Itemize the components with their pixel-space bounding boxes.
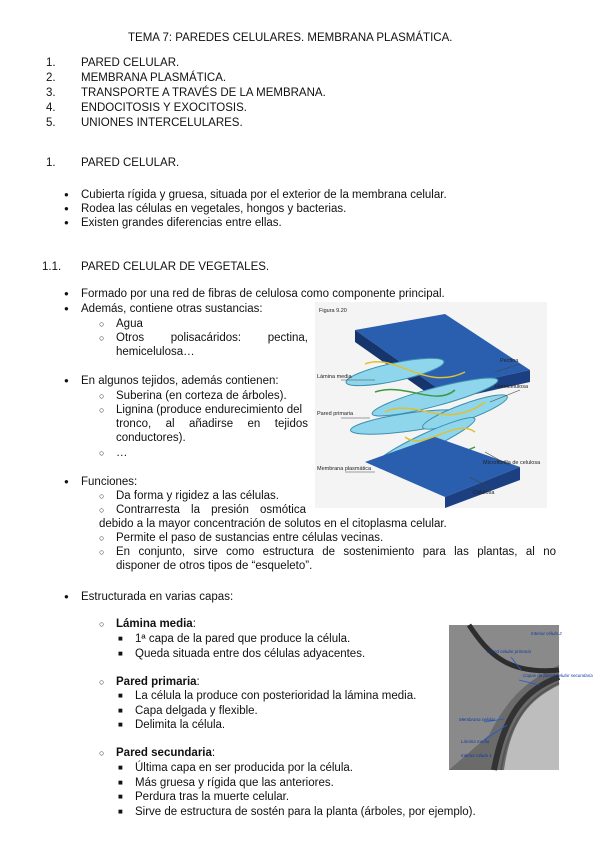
bullet-item: ● Funciones: xyxy=(81,475,137,489)
colon: : xyxy=(211,747,216,759)
bullet-item: ● Cubierta rígida y gruesa, situada por el exterior de la membrana celular. xyxy=(81,188,447,202)
colon: : xyxy=(196,676,200,688)
sub-item: ○ Otros polisacáridos: pectina, xyxy=(116,331,308,345)
sub-item: ○ Da forma y rigidez a las células. xyxy=(116,489,279,503)
layer-item: ■ Queda situada entre dos células adyacentes. xyxy=(135,647,365,661)
label-cel: Celulosa xyxy=(473,490,495,496)
figure-label: Figura 9.20 xyxy=(319,308,347,314)
layer-title xyxy=(116,617,196,631)
toc-num: 5. xyxy=(46,117,56,129)
label-pectina: Pectina xyxy=(500,358,519,364)
layer-title-text: Pared secundaria xyxy=(116,747,212,759)
label-membrana: Membrana celular xyxy=(459,717,496,722)
sub-item: ○ En conjunto, sirve como estructura de sostenimiento para las plantas, al no xyxy=(116,545,556,559)
label-micro: Microfibrilla de celulosa xyxy=(483,460,541,466)
toc-num: 3. xyxy=(46,87,56,99)
section-number: 1.1. xyxy=(42,261,62,273)
section-heading: PARED CELULAR DE VEGETALES. xyxy=(81,261,270,273)
layer-title-text: Pared primaria xyxy=(116,676,197,688)
sub-item: ○ … xyxy=(116,446,128,460)
layer-item: ■ 1ª capa de la pared que produce la célula. xyxy=(135,632,350,646)
section-number: 1. xyxy=(46,157,56,169)
label-lamina: Lámina media xyxy=(461,739,490,744)
sub-item: ○ Lignina (produce endurecimiento del xyxy=(116,403,302,417)
sub-item-continued: tronco, al añadirse en tejidos xyxy=(116,418,308,430)
layer-title xyxy=(116,675,200,689)
label-lamina: Lámina media xyxy=(317,374,352,380)
layer-item: ■ Última capa en ser producida por la célula. xyxy=(135,761,353,775)
cell-wall-diagram xyxy=(315,302,547,508)
colon: : xyxy=(192,618,196,630)
sub-item-continued: hemicelulosa… xyxy=(116,346,195,358)
label-membrana: Membrana plasmática xyxy=(317,466,372,472)
bullet-item: ● Existen grandes diferencias entre ellas. xyxy=(81,216,282,230)
cell-wall-micrograph xyxy=(449,625,593,770)
sub-item-continued: disponer de otros tipos de “esqueleto”. xyxy=(116,560,313,572)
toc-item: PARED CELULAR. xyxy=(81,57,180,69)
toc-num: 1. xyxy=(46,57,56,69)
section-heading: PARED CELULAR. xyxy=(81,157,180,169)
label-interior-1: Interior célula 1 xyxy=(461,753,492,758)
layer-item: ■ Capa delgada y flexible. xyxy=(135,704,258,718)
bullet-item: ● Además, contiene otras sustancias: xyxy=(81,302,263,316)
toc-num: 4. xyxy=(46,102,56,114)
sub-item: ○ Contrarresta la presión osmótica xyxy=(116,503,306,517)
layer-item: ■ La célula la produce con posterioridad la lámina media. xyxy=(135,689,416,703)
layer-item: ■ Más gruesa y rígida que las anteriores. xyxy=(135,776,334,790)
page-title: TEMA 7: PAREDES CELULARES. MEMBRANA PLASMÁTICA. xyxy=(128,32,453,44)
toc-item: UNIONES INTERCELULARES. xyxy=(81,117,243,129)
toc-num: 2. xyxy=(46,72,56,84)
bullet-item: ● En algunos tejidos, además contienen: xyxy=(81,374,279,388)
label-secundaria: Capas de pared celular secundaria xyxy=(523,673,593,678)
layer-item: ■ Sirve de estructura de sostén para la planta (árboles, por ejemplo). xyxy=(135,805,476,819)
toc-item: ENDOCITOSIS Y EXOCITOSIS. xyxy=(81,102,247,114)
label-pared: Pared primaria xyxy=(317,411,354,417)
sub-item: ○ Suberina (en corteza de árboles). xyxy=(116,389,287,403)
label-interior-2: Interior célula 2 xyxy=(531,631,562,636)
bullet-item: ● Rodea las células en vegetales, hongos y bacterias. xyxy=(81,202,346,216)
sub-item: ○ Permite el paso de sustancias entre células vecinas. xyxy=(116,531,383,545)
label-primaria: Pared celular primaria xyxy=(487,649,532,654)
sub-item-continued: debido a la mayor concentración de solutos en el citoplasma celular. xyxy=(99,518,447,530)
layer-title xyxy=(116,746,215,760)
label-hemi: Hemicelulosa xyxy=(495,384,529,390)
layer-item: ■ Delimita la célula. xyxy=(135,718,225,732)
sub-item-continued: conductores). xyxy=(116,432,186,444)
bullet-item: ● Formado por una red de fibras de celulosa como componente principal. xyxy=(81,287,445,301)
toc-item: MEMBRANA PLASMÁTICA. xyxy=(81,72,227,84)
sub-item: ○ Agua xyxy=(116,317,143,331)
bullet-item: ● Estructurada en varias capas: xyxy=(81,590,233,604)
toc-item: TRANSPORTE A TRAVÉS DE LA MEMBRANA. xyxy=(81,87,326,99)
layer-item: ■ Perdura tras la muerte celular. xyxy=(135,790,289,804)
layer-title-text: Lámina media xyxy=(116,618,193,630)
